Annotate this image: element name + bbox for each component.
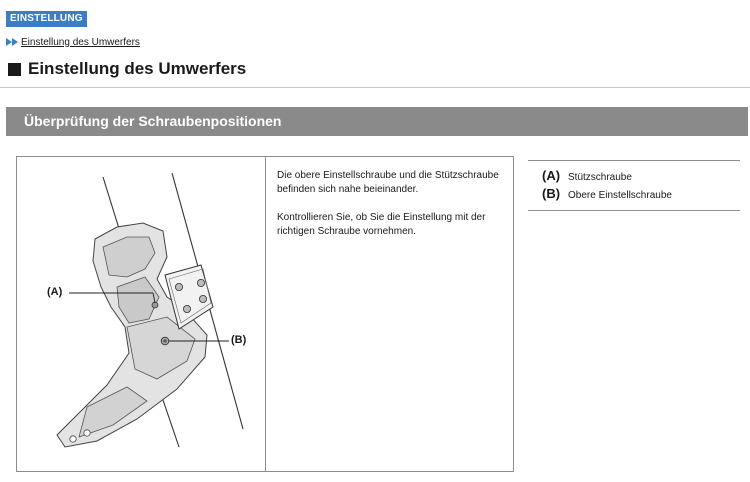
legend-item xyxy=(542,168,740,186)
legend-key: (A) xyxy=(542,168,561,183)
panel-divider xyxy=(265,157,266,471)
breadcrumb[interactable] xyxy=(6,36,140,48)
breadcrumb-link[interactable]: Einstellung des Umwerfers xyxy=(21,36,140,48)
legend-label: Stützschraube xyxy=(568,172,632,183)
header-divider xyxy=(0,87,750,88)
callout-b-label: (B) xyxy=(231,334,247,346)
legend-key: (B) xyxy=(542,186,561,201)
legend-label: Obere Einstellschraube xyxy=(568,190,672,201)
legend xyxy=(528,160,740,211)
description xyxy=(277,169,507,253)
square-bullet-icon xyxy=(8,63,21,76)
description-paragraph-2: Kontrollieren Sie, ob Sie die Einstellung mit der richtigen Schraube vornehmen. xyxy=(277,212,486,237)
page-title xyxy=(8,59,246,79)
front-derailleur-illustration xyxy=(17,157,265,471)
description-paragraph-1: Die obere Einstellschraube und die Stützschraube befinden sich nahe beieinander. xyxy=(277,170,499,195)
section-heading: Überprüfung der Schraubenpositionen xyxy=(6,107,748,136)
page-title-text: Einstellung des Umwerfers xyxy=(28,59,247,78)
double-arrow-icon xyxy=(6,38,18,46)
callout-a-label: (A) xyxy=(47,286,63,298)
content-panel xyxy=(16,156,514,472)
section-tag: EINSTELLUNG xyxy=(6,11,87,27)
legend-item xyxy=(542,186,740,204)
derailleur-figure xyxy=(17,157,265,471)
